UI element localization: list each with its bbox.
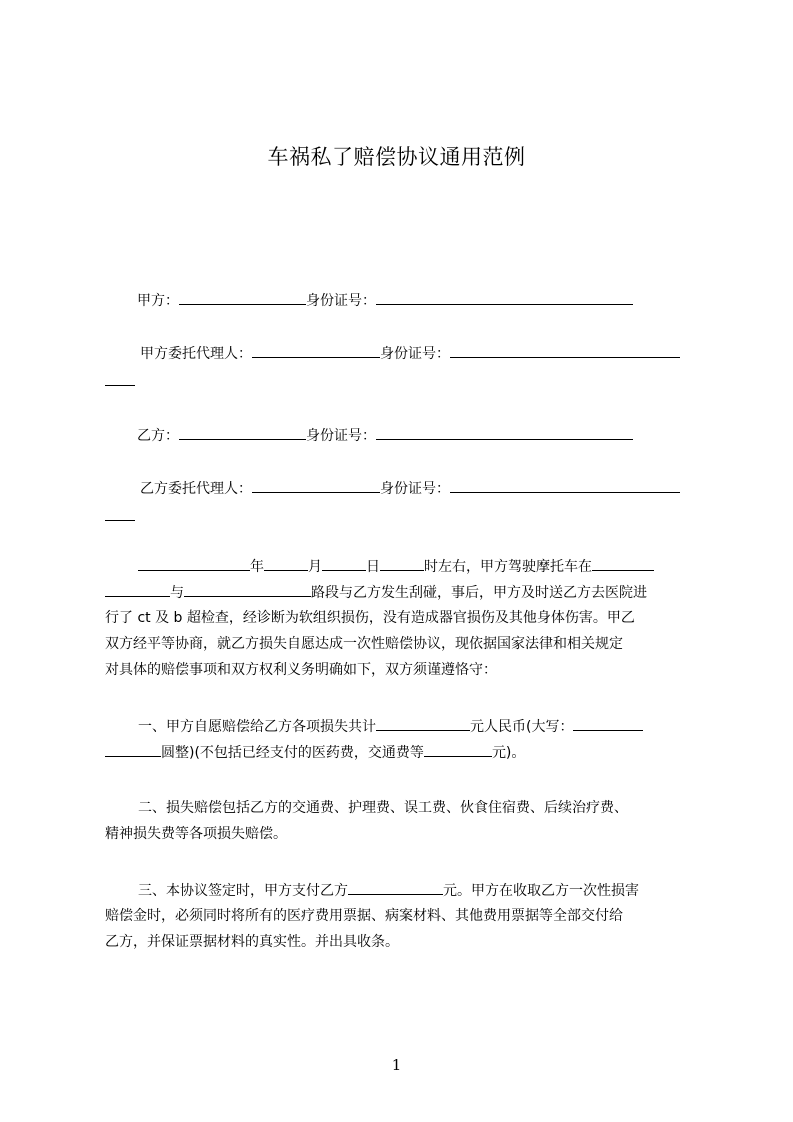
party-b-agent-label: 乙方委托代理人： [140,481,252,497]
party-a-agent-label: 甲方委托代理人： [140,346,252,362]
party-a-agent-id-blank [450,343,680,358]
party-b-agent-line-cont [105,506,700,528]
intro-line-5-text: 对具体的赔偿事项和双方权利义务明确如下，双方须谨遵恪守： [105,662,497,678]
hour-blank [380,556,424,571]
party-b-agent-name-blank [252,478,380,493]
party-b-agent-id-label: 身份证号： [380,481,450,497]
location-blank-1 [592,556,654,571]
page-number: 1 [391,1056,402,1074]
party-a-agent-name-blank [252,343,380,358]
location-blank-1-cont [105,582,170,597]
clause-3-line-3 [105,932,700,953]
party-a-agent-line-cont [105,371,700,393]
party-a-name-blank [179,290,306,305]
location-blank-2 [184,582,311,597]
party-b-id-blank [376,425,633,440]
clause-3-text-b: 元。甲方在收取乙方一次性损害 [443,883,639,899]
month-blank [264,556,308,571]
party-b-line [105,425,700,447]
party-a-label: 甲方： [137,293,179,309]
clause-3-text-3: 乙方，并保证票据材料的真实性。并出具收条。 [105,934,399,950]
party-a-agent-line [105,343,700,365]
year-blank [138,556,250,571]
intro-line-2-text: 路段与乙方发生刮碰，事后，甲方及时送乙方去医院进 [311,585,647,601]
clause-1-text-b: 元人民币(大写： [470,719,574,735]
clause-1-text-d: 元)。 [491,745,526,761]
clause-1-text-a: 一、甲方自愿赔偿给乙方各项损失共计 [138,719,376,735]
party-a-agent-id-label: 身份证号： [380,346,450,362]
intro-line-3-text: 行了 ct 及 b 超检查，经诊断为软组织损伤，没有造成器官损伤及其他身体伤害。甲乙 [105,610,635,626]
amount-in-words-blank-cont [105,742,161,757]
clause-3-text-2: 赔偿金时，必须同时将所有的医疗费用票据、病案材料、其他费用票据等全部交付给 [105,908,623,924]
document-title: 车祸私了赔偿协议通用范例 [267,145,526,169]
clause-1-text-c: 圆整)(不包括已经支付的医药费，交通费等 [161,745,424,761]
party-b-agent-id-blank [450,478,680,493]
party-b-id-label: 身份证号： [306,428,376,444]
intro-line-2-and: 与 [170,585,184,601]
intro-line-1-text: 时左右，甲方驾驶摩托车在 [424,559,592,575]
intro-line-1 [105,556,700,578]
clause-3-line-1 [105,880,700,902]
party-b-agent-line [105,478,700,500]
month-label: 月 [308,559,322,575]
party-a-id-label: 身份证号： [306,293,376,309]
party-b-agent-id-blank-cont [105,506,135,521]
transport-fee-blank [424,742,492,757]
clause-1-line-2 [105,742,700,764]
intro-line-3 [105,608,700,629]
compensation-amount-blank [376,716,470,731]
party-a-agent-id-blank-cont [105,371,135,386]
year-label: 年 [250,559,264,575]
clause-2-line-1 [105,798,700,819]
clause-3-line-2 [105,906,700,927]
clause-3-text-a: 三、本协议签定时，甲方支付乙方 [138,883,348,899]
party-a-id-blank [376,290,633,305]
payment-amount-blank [348,880,443,895]
party-a-line [105,290,700,312]
day-blank [322,556,366,571]
party-b-name-blank [179,425,306,440]
day-label: 日 [366,559,380,575]
intro-line-4 [105,634,700,655]
amount-in-words-blank [573,716,643,731]
party-b-label: 乙方： [137,428,179,444]
intro-line-2 [105,582,700,604]
clause-1-line-1 [105,716,700,738]
clause-2-line-2 [105,824,700,845]
intro-line-5 [105,660,700,681]
clause-2-text-2: 精神损失费等各项损失赔偿。 [105,826,287,842]
clause-2-text-1: 二、损失赔偿包括乙方的交通费、护理费、误工费、伙食住宿费、后续治疗费、 [138,800,628,816]
intro-line-4-text: 双方经平等协商，就乙方损失自愿达成一次性赔偿协议，现依据国家法律和相关规定 [105,636,623,652]
